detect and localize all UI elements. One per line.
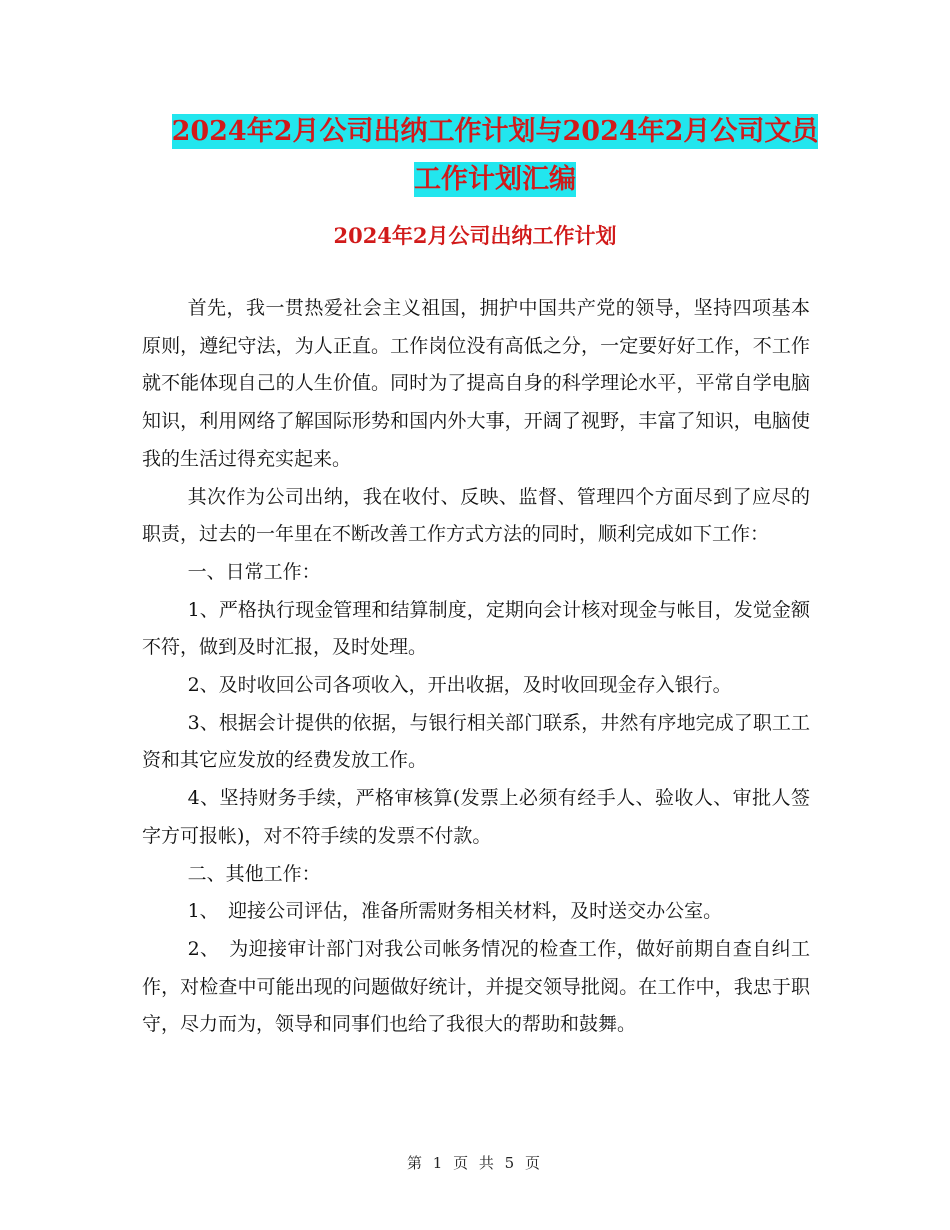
paragraph-intro: 首先，我一贯热爱社会主义祖国，拥护中国共产党的领导，坚持四项基本原则，遵纪守法，为人正直。工作岗位没有高低之分，一定要好好工作，不工作就不能体现自己的人生价值。同时为了提高自身的科学理论水平，平常自学电脑知识，利用网络了解国际形势和国内外大事，开阔了视野，丰富了知识，电脑使我的生活过得充实起来。 <box>142 297 810 470</box>
list-item-daily-1: 1、严格执行现金管理和结算制度，定期向会计核对现金与帐目，发觉金额不符，做到及时汇报，及时处理。 <box>142 598 810 659</box>
document-title <box>140 108 850 204</box>
section-title: 2024年2月公司出纳工作计划 <box>333 223 617 248</box>
list-item-daily-2: 2、及时收回公司各项收入，开出收据，及时收回现金存入银行。 <box>187 674 732 697</box>
list-item-daily-4: 4、坚持财务手续，严格审核算(发票上必须有经手人、验收人、审批人签字方可报帐)，对不符手续的发票不付款。 <box>142 787 810 847</box>
list-item-daily-3: 3、根据会计提供的依据，与银行相关部门联系，井然有序地完成了职工工资和其它应发放的经费发放工作。 <box>142 711 810 772</box>
document-title-line-1: 2024年2月公司出纳工作计划与2024年2月公司文员 <box>171 116 819 147</box>
page-number-footer: 第 1 页 共 5 页 <box>407 1154 543 1172</box>
heading-other-work: 二、其他工作： <box>187 862 321 885</box>
list-item-other-2: 2、 为迎接审计部门对我公司帐务情况的检查工作，做好前期自查自纠工作，对检查中可能出现的问题做好统计，并提交领导批阅。在工作中，我忠于职守，尽力而为，领导和同事们也给了我很大的帮助和鼓舞。 <box>142 937 810 1036</box>
heading-daily-work: 一、日常工作： <box>187 560 321 583</box>
document-body <box>142 290 810 1044</box>
document-title-line-2: 工作计划汇编 <box>414 164 576 195</box>
paragraph-cashier-duties: 其次作为公司出纳，我在收付、反映、监督、管理四个方面尽到了应尽的职责，过去的一年里在不断改善工作方式方法的同时，顺利完成如下工作： <box>142 485 810 546</box>
list-item-other-1: 1、 迎接公司评估，准备所需财务相关材料，及时送交办公室。 <box>187 900 723 923</box>
